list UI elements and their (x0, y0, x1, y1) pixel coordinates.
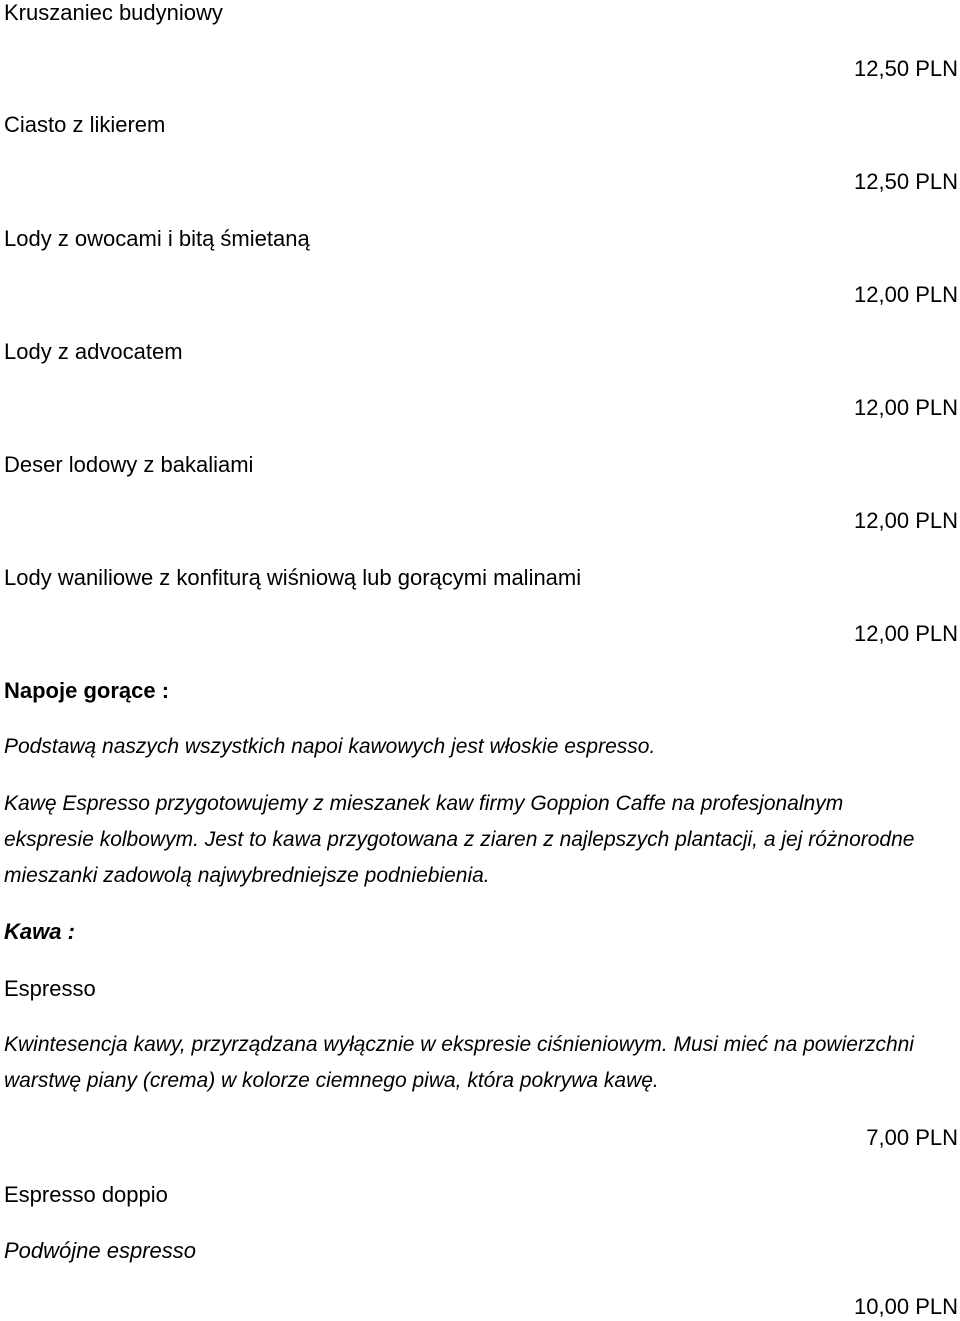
section-heading-hot-drinks: Napoje gorące : (4, 678, 170, 703)
menu-item-name: Deser lodowy z bakaliami (4, 452, 254, 477)
hot-drinks-description: Kawę Espresso przygotowujemy z mieszanek kaw firmy Goppion Caffe na profesjonalnym ekspresie kolbowym. Jest to kawa przygotowana z ziaren z najlepszych plantacji, a jej różnorodne mieszanki zadowolą najwybredniejsze podniebienia. (4, 792, 915, 887)
menu-item-price: 12,00 PLN (854, 508, 958, 533)
menu-item-name: Lody waniliowe z konfiturą wiśniową lub gorącymi malinami (4, 565, 582, 590)
section-heading-coffee: Kawa : (4, 919, 75, 944)
menu-item-name: Lody z advocatem (4, 339, 183, 364)
menu-item-name: Espresso doppio (4, 1182, 168, 1207)
menu-item-price: 10,00 PLN (854, 1294, 958, 1319)
hot-drinks-intro: Podstawą naszych wszystkich napoi kawowych jest włoskie espresso. (4, 735, 656, 758)
menu-item-name: Espresso (4, 976, 96, 1001)
menu-item-name: Kruszaniec budyniowy (4, 0, 223, 25)
espresso-description: Kwintesencja kawy, przyrządzana wyłącznie w ekspresie ciśnieniowym. Musi mieć na powierzchni warstwę piany (crema) w kolorze ciemnego piwa, która pokrywa kawę. (4, 1033, 914, 1092)
menu-item-price: 12,00 PLN (854, 395, 958, 420)
menu-item-price: 12,00 PLN (854, 621, 958, 646)
menu-item-price: 12,50 PLN (854, 56, 958, 81)
menu-item-price: 12,00 PLN (854, 282, 958, 307)
menu-item-price: 12,50 PLN (854, 169, 958, 194)
menu-item-name: Lody z owocami i bitą śmietaną (4, 226, 310, 251)
menu-item-price: 7,00 PLN (866, 1125, 958, 1150)
espresso-doppio-description: Podwójne espresso (4, 1238, 197, 1263)
menu-item-name: Ciasto z likierem (4, 112, 166, 137)
